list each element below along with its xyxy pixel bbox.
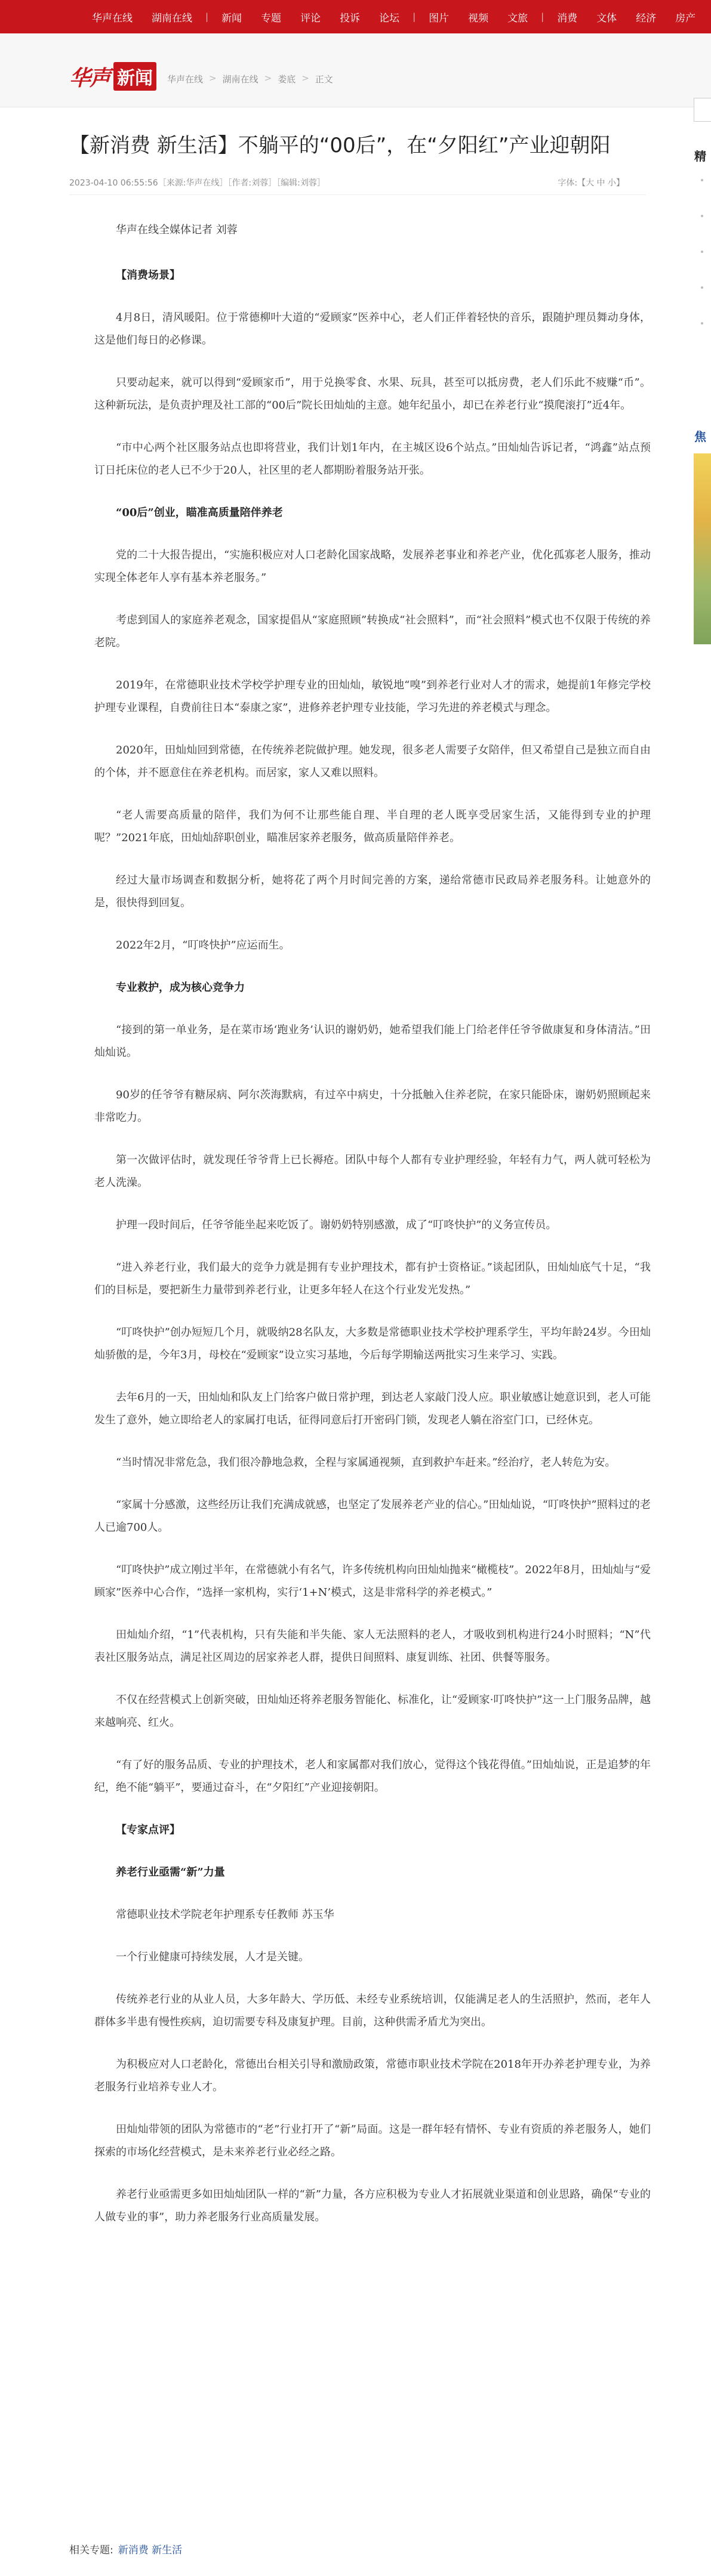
breadcrumb-item[interactable]: 华声在线 (167, 74, 204, 85)
site-header (0, 33, 711, 107)
site-logo[interactable] (69, 62, 156, 91)
article-paragraph: “老人需要高质量的陪伴，我们为何不让那些能自理、半自理的老人既享受居家生活，又能得到专业的护理呢？”2021年底，田灿灿辞职创业，瞄准居家养老服务，做高质量陪伴养老。 (94, 809, 651, 844)
top-nav-list (82, 0, 705, 33)
article-paragraph: 4月8日，清风暖阳。位于常德柳叶大道的“爱顾家”医养中心，老人们正伴着轻快的音乐，跟随护理员舞动身体，这是他们每日的必修课。 (94, 311, 651, 347)
article-paragraph: 2022年2月，“叮咚快护”应运而生。 (116, 939, 290, 952)
article-paragraph: “家属十分感激，这些经历让我们充满成就感，也坚定了发展养老产业的信心。”田灿灿说，“叮咚快护”照料过的老人已逾700人。 (94, 1499, 651, 1534)
list-bullet (701, 322, 703, 325)
section-heading: 养老行业亟需“新”力量 (116, 1866, 225, 1879)
article-paragraph: 传统养老行业的从业人员，大多年龄大、学历低、未经专业系统培训，仅能满足老人的生活照护，然而，老年人群体多半患有慢性疾病，迫切需要专科及康复护理。目前，这种供需矛盾尤为突出。 (94, 1993, 651, 2028)
article-paragraph: 不仅在经营模式上创新突破，田灿灿还将养老服务智能化、标准化，让“爱顾家·叮咚快护”这一上门服务品牌，越来越响亮、红火。 (94, 1694, 651, 1729)
related-topics (69, 2541, 182, 2556)
breadcrumb-item: 正文 (315, 74, 333, 85)
article-paragraph: 为积极应对人口老龄化，常德出台相关引导和激励政策，常德市职业技术学院在2018年开办养老护理专业，为养老服务行业培养专业人才。 (94, 2058, 651, 2093)
section-heading: “00后”创业，瞄准高质量陪伴养老 (116, 506, 283, 519)
article-paragraph: 田灿灿介绍，“1”代表机构，只有失能和半失能、家人无法照料的老人，才吸收到机构进行24小时照料；“N”代表社区服务站点，满足社区周边的居家养老人群，提供日间照料、康复训练、社团、供餐等服务。 (94, 1629, 651, 1664)
article-paragraph: “叮咚快护”创办短短几个月，就吸纳28名队友，大多数是常德职业技术学校护理系学生，平均年龄24岁。今田灿灿骄傲的是，今年3月，母校在“爱顾家”设立实习基地，今后每学期输送两批实习生来学习、实践。 (94, 1326, 651, 1361)
article-paragraph: 2019年，在常德职业技术学校学护理专业的田灿灿，敏锐地“嗅”到养老行业对人才的需求，她提前1年修完学校护理专业课程，自费前往日本“泰康之家”，进修养老护理专业技能，学习先进的养老模式与理念。 (94, 679, 651, 714)
sidebar-photo[interactable] (694, 453, 711, 644)
article-paragraph: 党的二十大报告提出，“实施积极应对人口老龄化国家战略，发展养老事业和养老产业，优化孤寡老人服务，推动实现全体老年人享有基本养老服务。” (94, 549, 651, 584)
article-paragraph: 田灿灿带领的团队为常德市的“老”行业打开了“新”局面。这是一群年轻有情怀、专业有资质的养老服务人，她们探索的市场化经营模式，是未来养老行业必经之路。 (94, 2123, 651, 2158)
sidebar-heading-2: 焦 (694, 430, 706, 444)
article-paragraph: 90岁的任爷爷有糖尿病、阿尔茨海默病，有过卒中病史，十分抵触入住养老院，在家只能卧床，谢奶奶照顾起来非常吃力。 (94, 1089, 651, 1124)
nav-item[interactable]: 房产 (675, 12, 696, 24)
breadcrumb-item[interactable]: 娄底 (278, 74, 296, 85)
section-heading: 专业救护，成为核心竞争力 (116, 981, 245, 994)
article-paragraph: “接到的第一单业务，是在菜市场‘跑业务’认识的谢奶奶，她希望我们能上门给老伴任爷爷做康复和身体清洁。”田灿灿说。 (94, 1024, 651, 1059)
chevron-right-icon: > (264, 73, 272, 84)
nav-item[interactable]: 投诉 (340, 12, 361, 24)
article-meta-text: 2023-04-10 06:55:56［来源:华声在线］［作者:刘蓉］［编辑:刘蓉］ (69, 178, 325, 188)
article-paragraph: 考虑到国人的家庭养老观念，国家提倡从“家庭照顾”转换成“社会照料”，而“社会照料”模式也不仅限于传统的养老院。 (94, 614, 651, 649)
related-label: 相关专题: (69, 2544, 113, 2556)
right-sidebar (692, 107, 711, 704)
article-paragraph: 只要动起来，就可以得到“爱顾家币”，用于兑换零食、水果、玩具，甚至可以抵房费，老人们乐此不疲赚“币”。这种新玩法，是负责护理及社工部的“00后”院长田灿灿的主意。她年纪虽小，却已在养老行业“摸爬滚打”近4年。 (94, 376, 651, 412)
article-paragraph: “有了好的服务品质、专业的护理技术，老人和家属都对我们放心，觉得这个钱花得值。”田灿灿说，正是追梦的年纪，绝不能“躺平”，要通过奋斗，在“夕阳红”产业迎接朝阳。 (94, 1759, 651, 1794)
article-main (69, 107, 651, 2248)
nav-item[interactable]: 视频 (468, 12, 489, 24)
list-bullet (701, 179, 703, 181)
article-paragraph: 养老行业亟需更多如田灿灿团队一样的“新”力量，各方应积极为专业人才拓展就业渠道和创业思路，确保“专业的人做专业的事”，助力养老服务行业高质量发展。 (94, 2188, 651, 2223)
nav-item[interactable]: 图片 (429, 12, 450, 24)
chevron-right-icon: > (301, 73, 309, 84)
nav-separator: | (541, 11, 544, 22)
article-paragraph: 2020年，田灿灿回到常德，在传统养老院做护理。她发现，很多老人需要子女陪伴，但又希望自己是独立而自由的个体，并不愿意住在养老机构。而居家，家人又难以照料。 (94, 744, 651, 779)
nav-separator: | (205, 11, 209, 22)
nav-item[interactable]: 文旅 (507, 12, 528, 24)
nav-item[interactable]: 评论 (300, 12, 321, 24)
chevron-right-icon: > (209, 73, 217, 84)
top-nav (0, 0, 711, 33)
article-paragraph: “叮咚快护”成立刚过半年，在常德就小有名气，许多传统机构向田灿灿抛来“橄榄枝”。2022年8月，田灿灿与“爱顾家”医养中心合作，“选择一家机构，实行‘1+N’模式，这是非常科学的养老模式。” (94, 1564, 651, 1599)
article-paragraph: 护理一段时间后，任爷爷能坐起来吃饭了。谢奶奶特别感激，成了“叮咚快护”的义务宣传员。 (116, 1219, 557, 1231)
nav-item[interactable]: 经济 (636, 12, 657, 24)
logo-text-2: 新闻 (113, 62, 156, 91)
breadcrumb (167, 73, 333, 85)
nav-item[interactable]: 消费 (557, 12, 578, 24)
list-bullet (701, 251, 703, 253)
page-title: 【新消费 新生活】不躺平的“00后”，在“夕阳红”产业迎朝阳 (69, 134, 611, 157)
article-paragraph: 去年6月的一天，田灿灿和队友上门给客户做日常护理，到达老人家敲门没人应。职业敏感让她意识到，老人可能发生了意外，她立即给老人的家属打电话，征得同意后打开密码门锁，发现老人躺在浴室门口，已经休克。 (94, 1391, 651, 1426)
breadcrumb-item[interactable]: 湖南在线 (222, 74, 258, 85)
article-paragraph: 第一次做评估时，就发现任爷爷背上已长褥疮。团队中每个人都有专业护理经验，年轻有力气，两人就可轻松为老人洗澡。 (94, 1154, 651, 1189)
nav-item[interactable]: 文体 (596, 12, 617, 24)
article-paragraph: “市中心两个社区服务站点也即将营业，我们计划1年内，在主城区设6个站点。”田灿灿告诉记者，“鸿鑫”站点预订日托床位的老人已不少于20人，社区里的老人都期盼着服务站开张。 (94, 441, 651, 477)
article-meta (69, 177, 646, 195)
article-body (94, 195, 651, 2229)
nav-item[interactable]: 湖南在线 (152, 12, 192, 24)
list-bullet (701, 286, 703, 289)
section-heading: 【消费场景】 (116, 269, 180, 282)
nav-separator: | (413, 11, 416, 22)
nav-item[interactable]: 论坛 (379, 12, 400, 24)
list-bullet (701, 215, 703, 217)
font-size-switch[interactable]: 字体:【大 中 小】 (558, 178, 624, 188)
section-heading: 【专家点评】 (116, 1824, 180, 1836)
related-topic-link[interactable]: 新消费 新生活 (118, 2544, 183, 2556)
article-byline: 华声在线全媒体记者 刘蓉 (116, 224, 238, 236)
article-paragraph: “进入养老行业，我们最大的竞争力就是拥有专业护理技术，都有护士资格证。”谈起团队，田灿灿底气十足，“我们的目标是，要把新生力量带到养老行业，让更多年轻人在这个行业发光发热。” (94, 1261, 651, 1296)
logo-text-1: 华声 (69, 65, 110, 91)
article-paragraph: “当时情况非常危急，我们很冷静地急救，全程与家属通视频，直到救护车赶来。”经治疗，老人转危为安。 (116, 1456, 616, 1469)
nav-item[interactable]: 新闻 (221, 12, 242, 24)
article-paragraph: 经过大量市场调查和数据分析，她将花了两个月时间完善的方案，递给常德市民政局养老服务科。让她意外的是，很快得到回复。 (94, 874, 651, 909)
sidebar-heading: 精 (694, 149, 706, 163)
nav-item[interactable]: 专题 (261, 12, 282, 24)
article-paragraph: 一个行业健康可持续发展，人才是关键。 (116, 1951, 309, 1963)
article-paragraph: 常德职业技术学院老年护理系专任教师 苏玉华 (116, 1908, 334, 1921)
nav-item[interactable]: 华声在线 (92, 12, 133, 24)
